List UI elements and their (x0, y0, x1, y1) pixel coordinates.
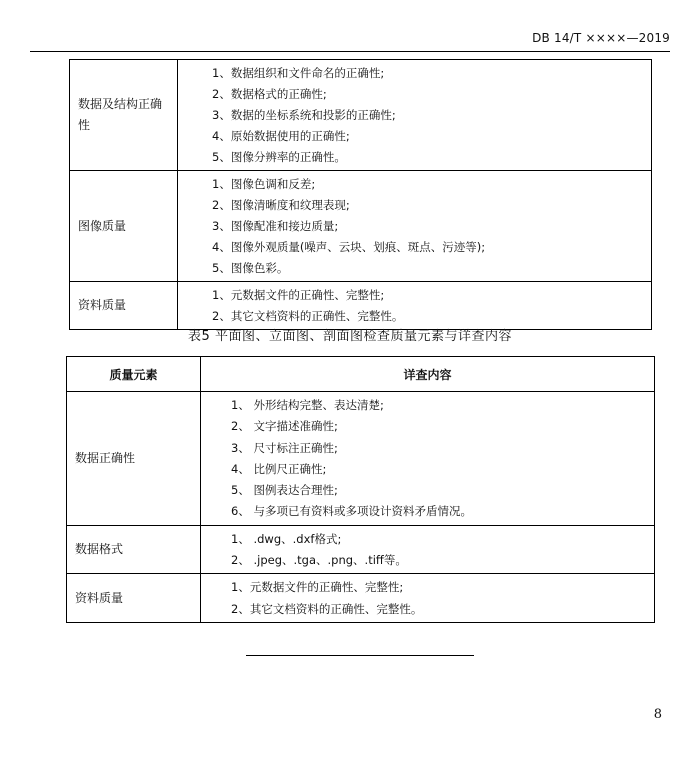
quality-element-label: 资料质量 (70, 282, 178, 330)
table-row (67, 525, 655, 574)
check-item: 5、图像分辨率的正确性。 (212, 150, 346, 164)
document-code-header: DB 14/T ××××—2019 (532, 31, 670, 45)
check-item: 3、 尺寸标注正确性; (231, 440, 338, 455)
check-item: 1、元数据文件的正确性、完整性; (231, 580, 404, 595)
check-items-cell (178, 171, 652, 282)
check-item: 1、 外形结构完整、表达清楚; (231, 398, 384, 412)
check-item: 2、图像清晰度和纹理表现; (212, 198, 350, 212)
check-item: 4、原始数据使用的正确性; (212, 129, 350, 143)
quality-element-label: 数据格式 (67, 525, 201, 574)
quality-element-label: 图像质量 (70, 171, 178, 282)
quality-table-continued (69, 59, 652, 330)
header-rule (30, 51, 670, 52)
page-number: 8 (653, 707, 662, 722)
check-item: 1、元数据文件的正确性、完整性; (212, 288, 385, 302)
check-item: 2、其它文档资料的正确性、完整性。 (212, 309, 404, 323)
check-item: 4、图像外观质量(噪声、云块、划痕、斑点、污迹等); (212, 240, 486, 254)
check-items-cell (201, 525, 655, 574)
check-item: 3、图像配准和接边质量; (212, 219, 339, 233)
end-rule (246, 655, 474, 656)
check-items-cell (178, 60, 652, 171)
table-row (70, 282, 652, 330)
quality-element-label: 资料质量 (67, 574, 201, 623)
check-item: 4、 比例尺正确性; (231, 461, 327, 476)
check-item: 5、 图例表达合理性; (231, 483, 338, 498)
check-item: 2、 .jpeg、.tga、.png、.tiff等。 (231, 553, 407, 568)
check-item: 2、其它文档资料的正确性、完整性。 (231, 601, 423, 616)
quality-element-label: 数据及结构正确性 (70, 60, 178, 171)
check-items-cell (178, 282, 652, 330)
check-item: 2、数据格式的正确性; (212, 87, 327, 101)
check-items-cell (201, 392, 655, 526)
check-item: 1、图像色调和反差; (212, 177, 316, 191)
check-item: 5、图像色彩。 (212, 261, 289, 275)
table-header-row (67, 357, 655, 392)
table-row (67, 574, 655, 623)
table5 (66, 356, 655, 623)
column-header-detail-content: 详查内容 (201, 357, 655, 392)
check-item: 1、 .dwg、.dxf格式; (231, 531, 342, 546)
check-item: 6、 与多项已有资料或多项设计资料矛盾情况。 (231, 504, 472, 519)
table-row (70, 60, 652, 171)
quality-element-label: 数据正确性 (67, 392, 201, 526)
check-item: 2、 文字描述准确性; (231, 419, 338, 434)
table-row (70, 171, 652, 282)
check-item: 1、数据组织和文件命名的正确性; (212, 66, 385, 80)
table-row (67, 392, 655, 526)
column-header-quality-element: 质量元素 (67, 357, 201, 392)
check-items-cell (201, 574, 655, 623)
table5-caption: 表5 平面图、立面图、剖面图检查质量元素与详查内容 (188, 329, 512, 344)
check-item: 3、数据的坐标系统和投影的正确性; (212, 108, 396, 122)
